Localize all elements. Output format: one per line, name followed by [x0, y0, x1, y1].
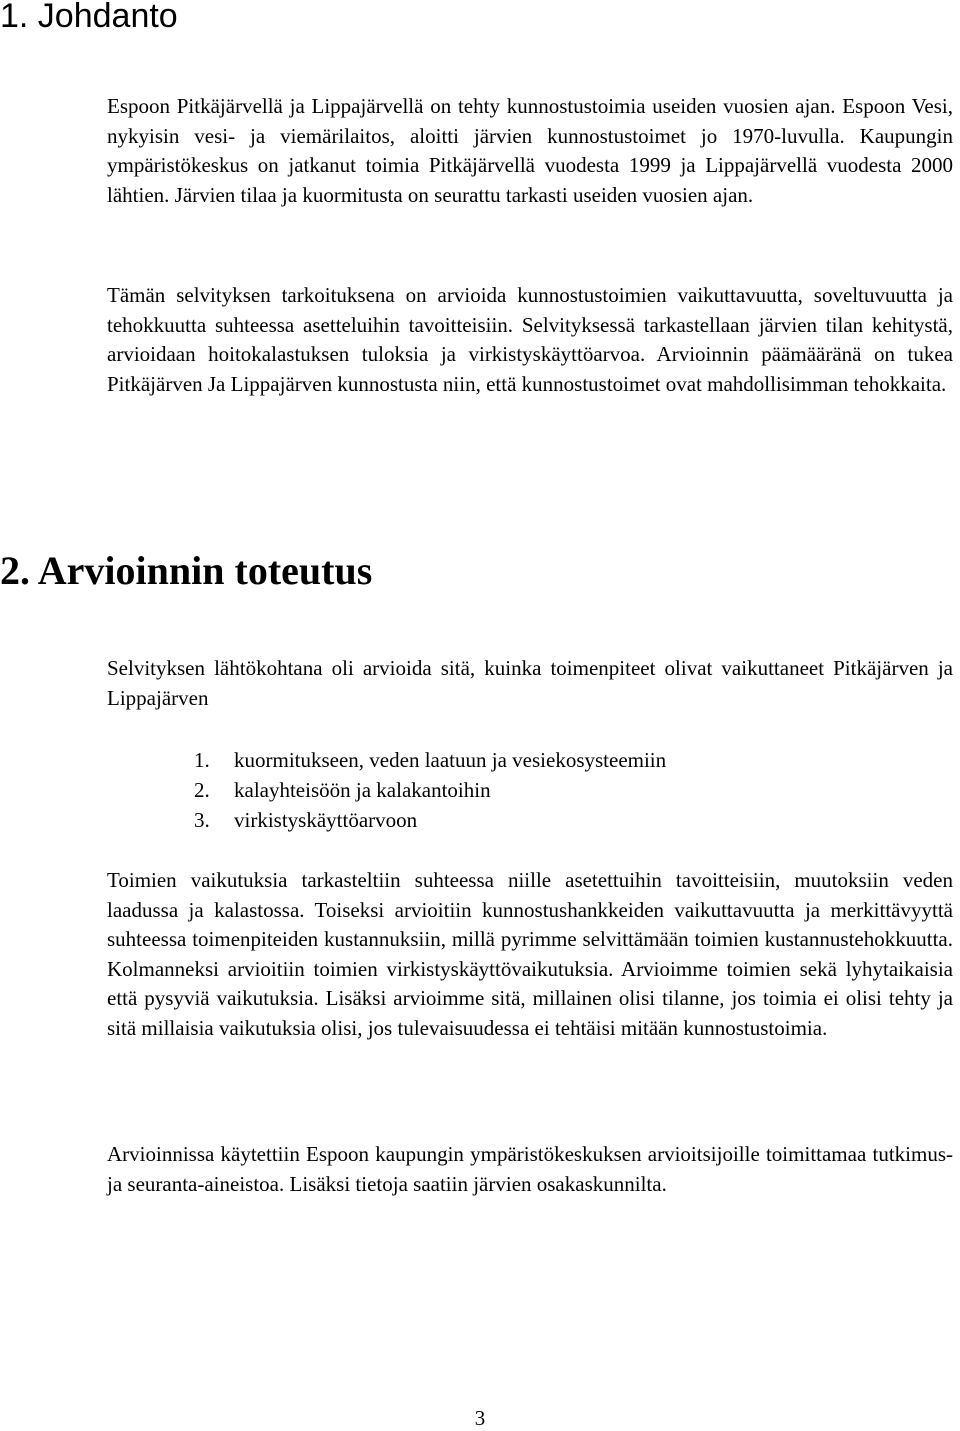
list-item-number: 1. [194, 748, 210, 772]
list-item-text: virkistyskäyttöarvoon [234, 808, 418, 832]
paragraph-intro: Espoon Pitkäjärvellä ja Lippajärvellä on tehty kunnostustoimia useiden vuosien ajan. Espoon Vesi, nykyisin vesi- ja viemärilaitos, aloitti järvien kunnostustoimet jo 1970-luvulla. Kaupungin ympäristökeskus on jatkanut toimia Pitkäjärvellä vuodesta 1999 ja Lippajärvellä vuodesta 2000 lähtien. Järvien tilaa ja kuormitusta on seurattu tarkasti useiden vuosien ajan. [107, 94, 953, 207]
list-item-number: 3. [194, 808, 210, 832]
list-item-text: kalayhteisöön ja kalakantoihin [234, 778, 491, 802]
section-heading-johdanto: 1. Johdanto [0, 0, 178, 35]
list-item [194, 805, 666, 835]
section-heading-arvioinnin-toteutus: 2. Arvioinnin toteutus [0, 548, 373, 593]
paragraph-sources: Arvioinnissa käytettiin Espoon kaupungin ympäristökeskuksen arvioitsijoille toimittamaa tutkimus- ja seuranta-aineistoa. Lisäksi tietoja saatiin järvien osakaskunnilta. [107, 1142, 953, 1196]
list-item [194, 745, 666, 775]
impact-areas-list [194, 745, 666, 835]
paragraph-starting-point: Selvityksen lähtökohtana oli arvioida sitä, kuinka toimenpiteet olivat vaikuttaneet Pitkäjärven ja Lippajärven [107, 656, 953, 710]
list-item [194, 775, 666, 805]
page-number: 3 [474, 1406, 486, 1430]
list-item-text: kuormitukseen, veden laatuun ja vesiekosysteemiin [234, 748, 667, 772]
list-item-number: 2. [194, 778, 210, 802]
paragraph-methods: Toimien vaikutuksia tarkasteltiin suhteessa niille asetettuihin tavoitteisiin, muutoksiin veden laadussa ja kalastossa. Toiseksi arvioitiin kunnostushankkeiden vaikuttavuutta ja merkittävyyttä suhteessa toimenpiteiden kustannuksiin, millä pyrimme selvittämään toimien kustannustehokkuutta. Kolmanneksi arvioitiin toimien virkistyskäyttövaikutuksia. Arvioimme toimien sekä lyhytaikaisia että pysyviä vaikutuksia. Lisäksi arvioimme sitä, millainen olisi tilanne, jos toimia ei olisi tehty ja sitä millaisia vaikutuksia olisi, jos tulevaisuudessa ei tehtäisi mitään kunnostustoimia. [107, 868, 953, 1040]
paragraph-purpose: Tämän selvityksen tarkoituksena on arvioida kunnostustoimien vaikuttavuutta, soveltuvuutta ja tehokkuutta suhteessa asetteluihin tavoitteisiin. Selvityksessä tarkastellaan järvien tilan kehitystä, arvioidaan hoitokalastuksen tuloksia ja virkistyskäyttöarvoa. Arvioinnin päämääränä on tukea Pitkäjärven Ja Lippajärven kunnostusta niin, että kunnostustoimet ovat mahdollisimman tehokkaita. [107, 283, 953, 396]
